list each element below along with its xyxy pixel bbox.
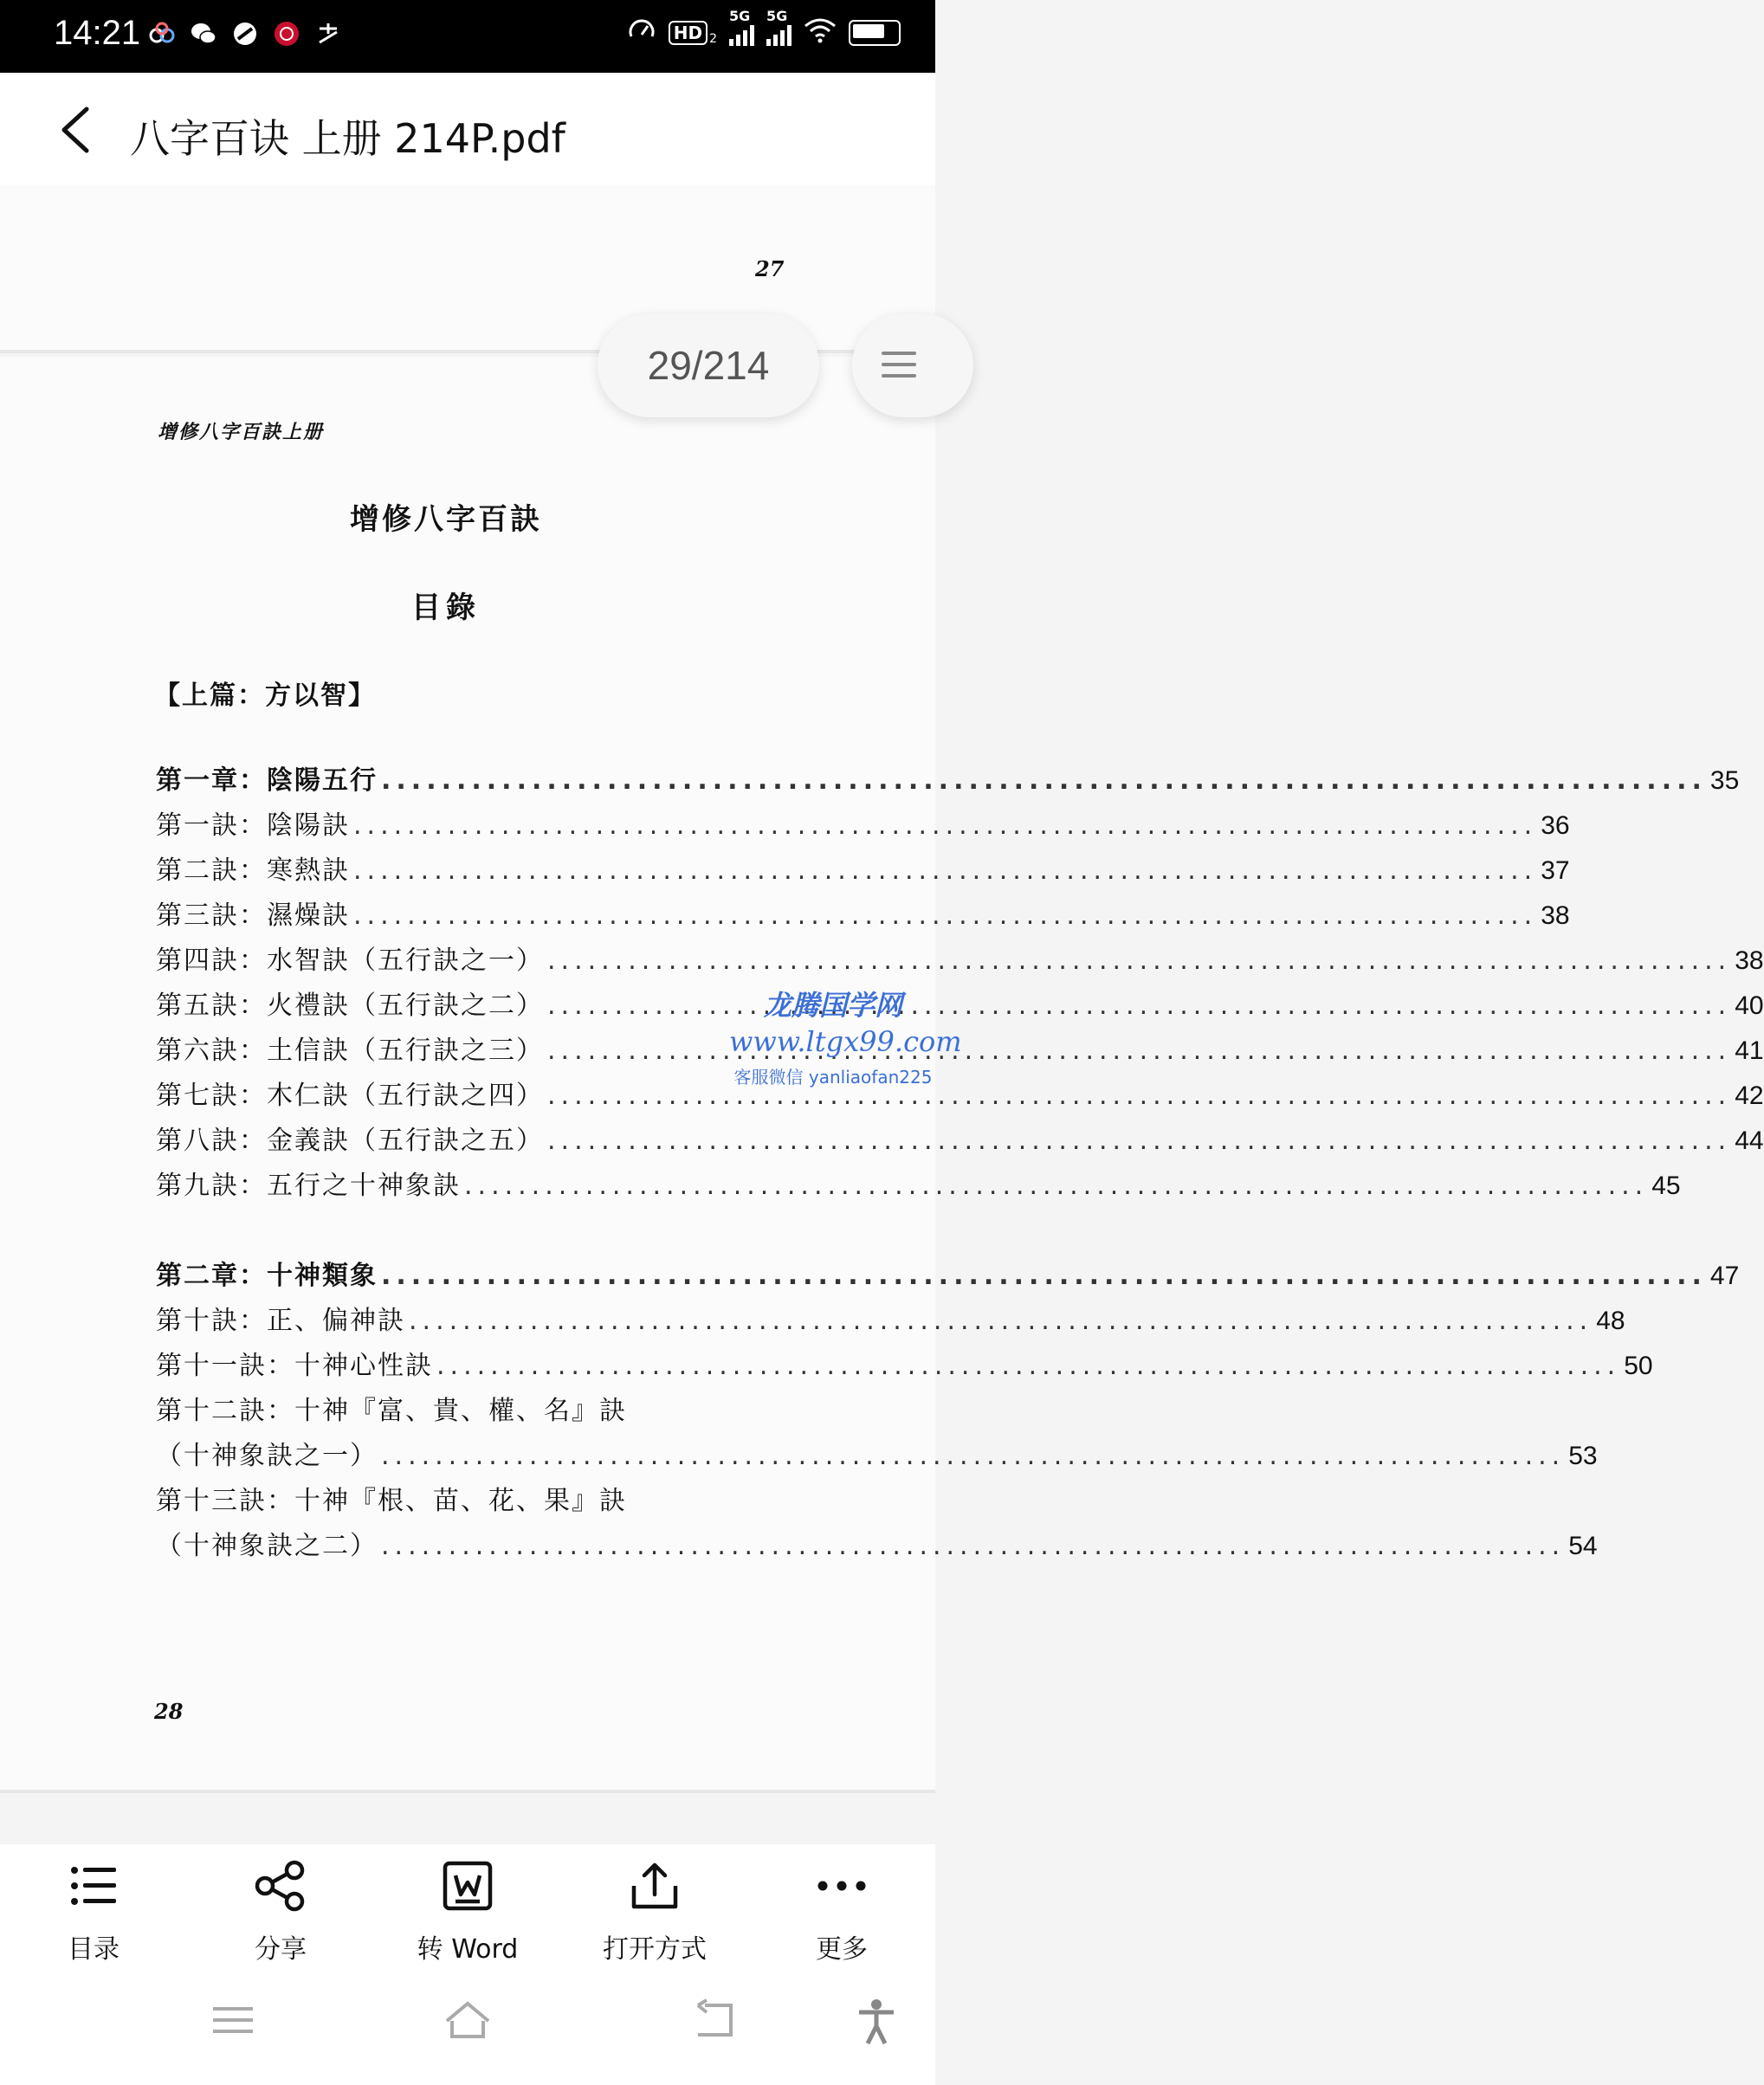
more-icon bbox=[814, 1858, 869, 1914]
toc-entry: （十神象訣之一） ..... 53 bbox=[156, 1434, 729, 1479]
toc-entry: 第三訣：濕燥訣 ..... 38 bbox=[156, 894, 729, 939]
toc-entry: 第十二訣：十神『富、貴、權、名』訣 bbox=[156, 1396, 627, 1426]
alipay-icon bbox=[313, 19, 343, 48]
app-bar bbox=[0, 73, 935, 186]
signal-1: 5G bbox=[729, 20, 754, 46]
share-icon bbox=[253, 1858, 308, 1914]
watermark bbox=[729, 984, 962, 1088]
open-with-icon bbox=[627, 1858, 682, 1914]
book-title: 增修八字百訣 bbox=[350, 502, 542, 537]
wifi-icon bbox=[804, 17, 837, 48]
toc-entry: 第十一訣：十神心性訣 ..... 50 bbox=[156, 1344, 729, 1389]
hd-sub: 2 bbox=[709, 32, 717, 46]
status-app-icons bbox=[147, 19, 343, 48]
toc-entry: 第二章：十神類象 ..... 47 bbox=[156, 1254, 729, 1299]
toc-entry: 第七訣：木仁訣（五行訣之四） ..... 42 bbox=[156, 1074, 729, 1119]
toolbar-label: 更多 bbox=[816, 1934, 868, 1965]
toolbar-more-button[interactable] bbox=[748, 1844, 935, 1972]
toolbar-open-with-button[interactable] bbox=[561, 1844, 748, 1972]
toc-entry: （十神象訣之二） ..... 54 bbox=[156, 1524, 729, 1569]
toc-entry: 第十訣：正、偏神訣 ..... 48 bbox=[156, 1299, 729, 1344]
back-nav-icon[interactable] bbox=[693, 1998, 736, 2042]
toolbar-label: 分享 bbox=[255, 1934, 307, 1965]
toc-entry: 第四訣：水智訣（五行訣之一） ..... 38 bbox=[156, 939, 729, 984]
status-indicators bbox=[627, 8, 901, 50]
watermark-line-3: 客服微信 yanliaofan225 bbox=[733, 1067, 933, 1088]
menu-icon bbox=[882, 352, 916, 385]
page-number-top: 27 bbox=[755, 256, 785, 281]
toolbar-toc-button[interactable] bbox=[0, 1844, 187, 1972]
section-label: 【上篇：方以智】 bbox=[154, 681, 376, 711]
toc-title: 目錄 bbox=[411, 591, 481, 625]
accessibility-icon[interactable] bbox=[856, 1998, 897, 2045]
baidu-netdisk-icon bbox=[147, 19, 177, 48]
toc-entry: 第一章：陰陽五行 ..... 35 bbox=[156, 758, 729, 804]
toc-entry: 第九訣：五行之十神象訣 ..... 45 bbox=[156, 1164, 729, 1209]
wechat-icon bbox=[189, 19, 218, 48]
home-icon[interactable] bbox=[443, 1998, 492, 2042]
speedometer-icon bbox=[627, 16, 656, 50]
recent-apps-icon[interactable] bbox=[211, 1998, 255, 2042]
red-app-icon bbox=[272, 19, 301, 48]
watermark-line-2: www.ltgx99.com bbox=[729, 1025, 962, 1058]
status-bar bbox=[0, 0, 935, 73]
toc-entry: 第二訣：寒熱訣 ..... 37 bbox=[156, 849, 729, 894]
battery-icon bbox=[849, 20, 901, 46]
toolbar-label: 目录 bbox=[68, 1934, 120, 1965]
hd-badge: HD bbox=[669, 21, 708, 45]
page-number-bottom: 28 bbox=[154, 1699, 184, 1724]
system-nav-bar bbox=[0, 1972, 935, 2085]
toc-entry: 第十三訣：十神『根、苗、花、果』訣 bbox=[156, 1486, 627, 1516]
watermark-line-1: 龙腾国学网 bbox=[763, 989, 902, 1022]
status-time: 14:21 bbox=[54, 14, 141, 52]
toc-entry: 第八訣：金義訣（五行訣之五） ..... 44 bbox=[156, 1119, 729, 1164]
toolbar-label: 打开方式 bbox=[603, 1934, 707, 1965]
bottom-toolbar bbox=[0, 1844, 935, 1972]
word-icon bbox=[440, 1858, 495, 1914]
document-title: 八字百诀 上册 214P.pdf bbox=[130, 115, 565, 162]
toolbar-convert-word-button[interactable] bbox=[374, 1844, 561, 1972]
toc-entry: 第一訣：陰陽訣 ..... 36 bbox=[156, 804, 729, 849]
list-icon bbox=[66, 1858, 121, 1914]
toc-entry: 第五訣：火禮訣（五行訣之二） ..... 40 bbox=[156, 984, 729, 1029]
signal-2: 5G bbox=[766, 20, 792, 46]
browser-icon bbox=[230, 19, 260, 48]
running-head: 增修八字百訣上册 bbox=[158, 421, 325, 443]
back-icon[interactable] bbox=[54, 104, 97, 156]
page-indicator[interactable]: 29/214 bbox=[598, 313, 819, 417]
toolbar-label: 转 Word bbox=[417, 1934, 519, 1965]
side-menu-button[interactable] bbox=[852, 313, 973, 417]
toolbar-share-button[interactable] bbox=[187, 1844, 374, 1972]
toc-entry: 第六訣：土信訣（五行訣之三） ..... 41 bbox=[156, 1029, 729, 1074]
